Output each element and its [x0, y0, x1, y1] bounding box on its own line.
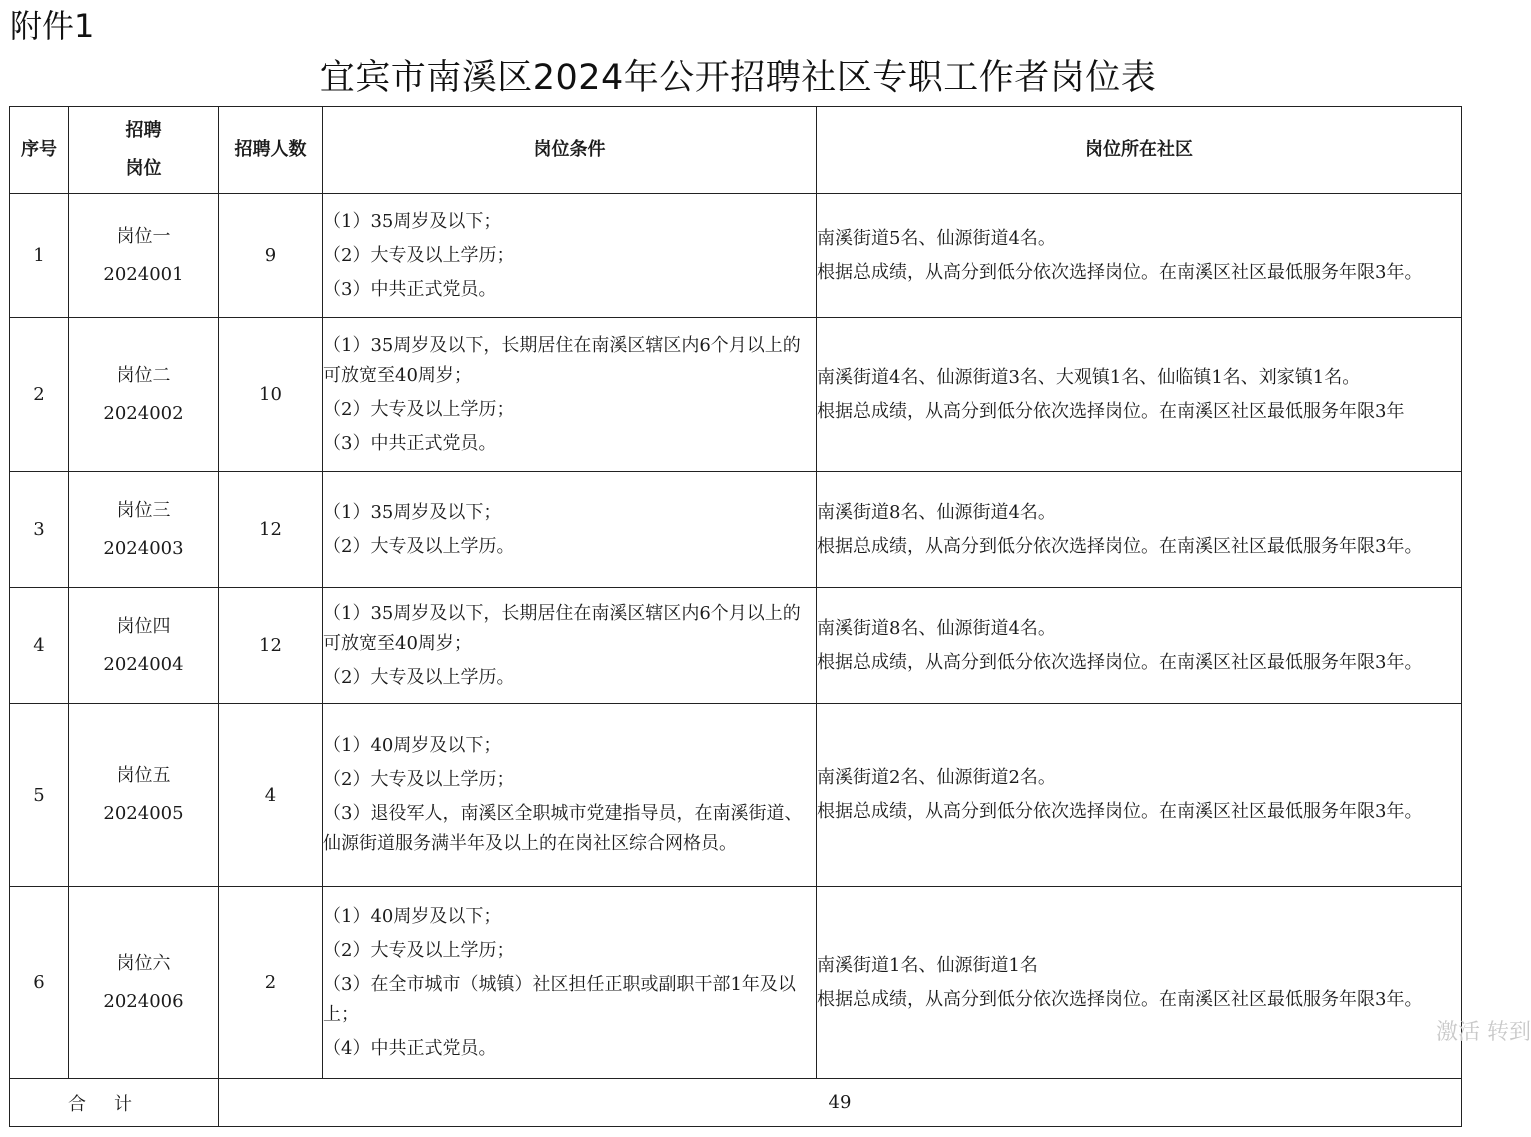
condition-item: （3）退役军人，南溪区全职城市党建指导员，在南溪街道、仙源街道服务满半年及以上的在岗社区综合网格员。 — [323, 803, 803, 854]
recruitment-table — [9, 106, 1462, 1127]
post-code: 2024006 — [103, 990, 184, 1012]
row-community — [817, 472, 1462, 588]
condition-item: （2）大专及以上学历； — [323, 939, 515, 961]
header-community: 岗位所在社区 — [817, 107, 1462, 194]
community-note: 根据总成绩，从高分到低分依次选择岗位。在南溪区社区最低服务年限3年。 — [817, 535, 1423, 557]
row-seq: 4 — [10, 588, 69, 704]
post-code: 2024005 — [103, 803, 184, 824]
post-code: 2024004 — [103, 653, 184, 675]
table-row — [10, 704, 1462, 887]
table-row — [10, 887, 1462, 1079]
condition-item: （1）35周岁及以下； — [323, 210, 502, 232]
row-conditions — [323, 704, 817, 887]
row-community — [817, 887, 1462, 1079]
row-seq: 2 — [10, 318, 69, 472]
row-post — [69, 318, 219, 472]
condition-item: （1）40周岁及以下； — [323, 735, 502, 756]
condition-item: （2）大专及以上学历。 — [323, 666, 515, 688]
total-value: 49 — [219, 1079, 1462, 1127]
post-code: 2024001 — [103, 263, 184, 285]
community-note: 根据总成绩，从高分到低分依次选择岗位。在南溪区社区最低服务年限3年。 — [817, 988, 1423, 1010]
condition-item: （3）中共正式党员。 — [323, 278, 497, 300]
total-row — [10, 1079, 1462, 1127]
header-post-line2: 岗位 — [125, 158, 162, 179]
table-header-row — [10, 107, 1462, 194]
condition-item: （2）大专及以上学历； — [323, 398, 515, 420]
post-name: 岗位二 — [116, 364, 171, 386]
row-post — [69, 588, 219, 704]
table-row — [10, 472, 1462, 588]
post-name: 岗位六 — [116, 952, 171, 974]
condition-item: （2）大专及以上学历。 — [323, 535, 515, 557]
total-label: 合计 — [10, 1079, 219, 1127]
row-conditions — [323, 887, 817, 1079]
page-title: 宜宾市南溪区2024年公开招聘社区专职工作者岗位表 — [319, 58, 1157, 98]
condition-item: （1）35周岁及以下，长期居住在南溪区辖区内6个月以上的可放宽至40周岁； — [323, 602, 801, 654]
community-quota: 南溪街道5名、仙源街道4名。 — [817, 227, 1056, 249]
condition-item: （1）35周岁及以下，长期居住在南溪区辖区内6个月以上的可放宽至40周岁； — [323, 334, 801, 386]
post-name: 岗位三 — [116, 499, 171, 521]
row-count: 2 — [219, 887, 323, 1079]
watermark-text: 激活 转到 — [1436, 1020, 1531, 1045]
header-count: 招聘人数 — [219, 107, 323, 194]
condition-item: （4）中共正式党员。 — [323, 1037, 497, 1059]
table-row — [10, 588, 1462, 704]
row-post — [69, 194, 219, 318]
row-conditions — [323, 194, 817, 318]
row-seq: 1 — [10, 194, 69, 318]
condition-item: （1）35周岁及以下； — [323, 501, 502, 523]
row-seq: 3 — [10, 472, 69, 588]
row-seq: 6 — [10, 887, 69, 1079]
row-post — [69, 887, 219, 1079]
row-count: 12 — [219, 472, 323, 588]
attachment-label: 附件1 — [10, 7, 95, 45]
table-row — [10, 194, 1462, 318]
row-count: 12 — [219, 588, 323, 704]
community-note: 根据总成绩，从高分到低分依次选择岗位。在南溪区社区最低服务年限3年 — [817, 400, 1405, 422]
header-conditions: 岗位条件 — [323, 107, 817, 194]
community-quota: 南溪街道8名、仙源街道4名。 — [817, 501, 1056, 523]
row-conditions — [323, 588, 817, 704]
table-body — [10, 194, 1462, 1127]
condition-item: （2）大专及以上学历； — [323, 769, 515, 790]
row-community — [817, 318, 1462, 472]
row-post — [69, 472, 219, 588]
community-note: 根据总成绩，从高分到低分依次选择岗位。在南溪区社区最低服务年限3年。 — [817, 651, 1423, 673]
condition-item: （3）在全市城市（城镇）社区担任正职或副职干部1年及以上； — [323, 973, 796, 1025]
community-quota: 南溪街道8名、仙源街道4名。 — [817, 617, 1056, 639]
row-conditions — [323, 318, 817, 472]
post-name: 岗位五 — [116, 765, 171, 786]
header-seq: 序号 — [10, 107, 69, 194]
header-post-line1: 招聘 — [125, 120, 162, 141]
post-name: 岗位一 — [116, 225, 171, 247]
row-community — [817, 588, 1462, 704]
community-quota: 南溪街道4名、仙源街道3名、大观镇1名、仙临镇1名、刘家镇1名。 — [817, 366, 1361, 388]
row-conditions — [323, 472, 817, 588]
header-post — [69, 107, 219, 194]
row-count: 4 — [219, 704, 323, 887]
condition-item: （3）中共正式党员。 — [323, 432, 497, 454]
community-quota: 南溪街道2名、仙源街道2名。 — [817, 767, 1056, 788]
condition-item: （1）40周岁及以下； — [323, 905, 502, 927]
row-count: 9 — [219, 194, 323, 318]
post-code: 2024002 — [103, 402, 184, 424]
row-seq: 5 — [10, 704, 69, 887]
community-note: 根据总成绩，从高分到低分依次选择岗位。在南溪区社区最低服务年限3年。 — [817, 261, 1423, 283]
row-count: 10 — [219, 318, 323, 472]
table-row — [10, 318, 1462, 472]
row-community — [817, 194, 1462, 318]
post-name: 岗位四 — [116, 615, 171, 637]
row-post — [69, 704, 219, 887]
post-code: 2024003 — [103, 537, 184, 559]
condition-item: （2）大专及以上学历； — [323, 244, 515, 266]
community-quota: 南溪街道1名、仙源街道1名 — [817, 954, 1038, 976]
community-note: 根据总成绩，从高分到低分依次选择岗位。在南溪区社区最低服务年限3年。 — [817, 801, 1423, 822]
row-community — [817, 704, 1462, 887]
